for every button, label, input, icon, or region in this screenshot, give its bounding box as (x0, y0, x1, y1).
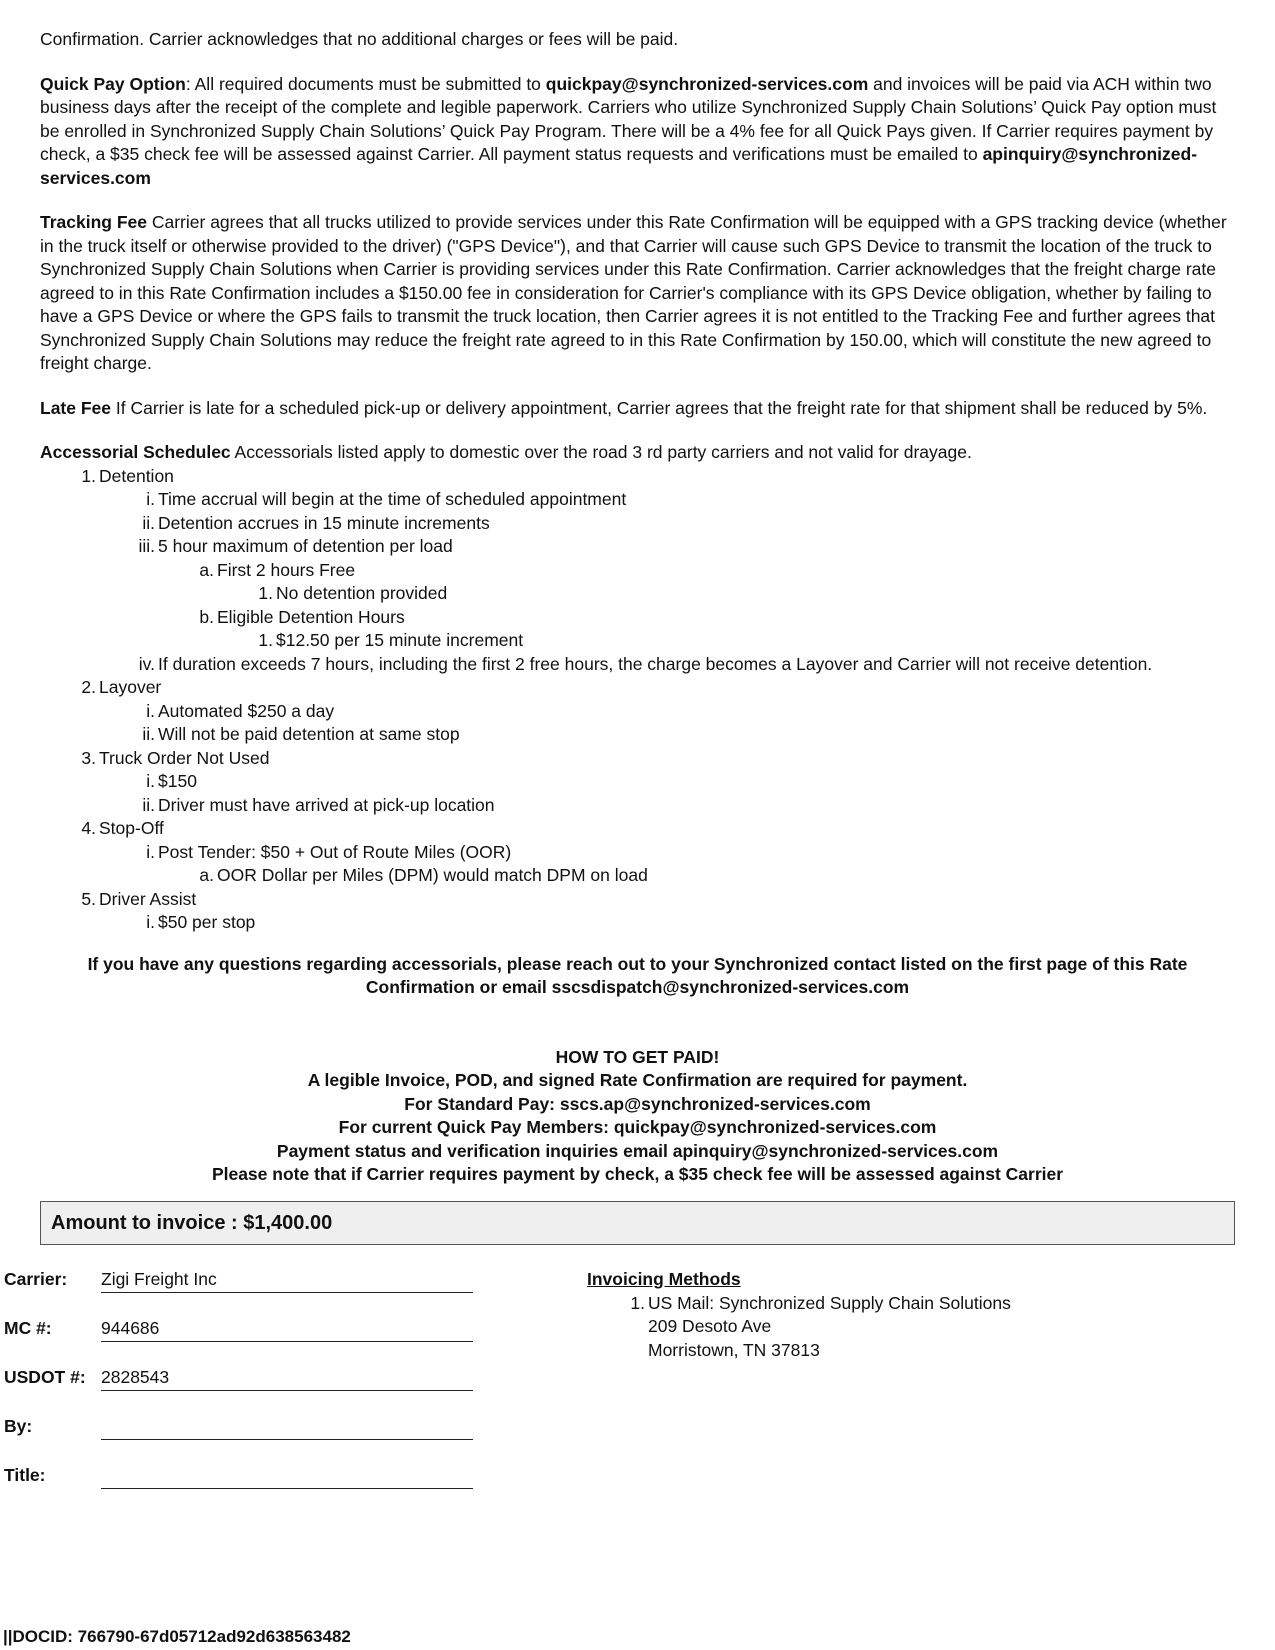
title-label: Title: (4, 1465, 46, 1485)
questions-notice: If you have any questions regarding accessorials, please reach out to your Synchronized contact listed on the first page of this Rate Confirmation or email sscsdispatch@synchronized-services.com (87, 953, 1188, 997)
mc-field (4, 1317, 484, 1366)
list-item: iii. 5 hour maximum of detention per load a. First 2 hours Free 1. No detention provided b. Eligible Detention Hours 1. $12.50 per 15 minute increment (139, 535, 1235, 653)
list-item: i. Time accrual will begin at the time of scheduled appointment (146, 489, 627, 509)
tracking-fee-paragraph: Tracking Fee Carrier agrees that all trucks utilized to provide services under this Rate Confirmation will be equipped with a GPS tracking device (whether in the truck itself or otherwise provided to the driver) ("GPS Device"), and that Carrier will cause such GPS Device to transmit the location of the truck to Synchronized Supply Chain Solutions when Carrier is providing services under this Rate Confirmation. Carrier acknowledges that the freight charge rate agreed to in this Rate Confirmation includes a $150.00 fee in consideration for Carrier's compliance with its GPS Device obligation, whether by failing to have a GPS Device or where the GPS fails to transmit the truck location, then Carrier agrees it is not entitled to the Tracking Fee and further agrees that Synchronized Supply Chain Solutions may reduce the freight rate agreed to in this Rate Confirmation by 150.00, which will constitute the new agreed to freight charge. (40, 212, 1227, 373)
quick-pay-members-email: For current Quick Pay Members: quickpay@synchronized-services.com (338, 1117, 937, 1137)
by-field (4, 1415, 484, 1464)
how-to-get-paid (40, 1046, 1235, 1187)
carrier-signature-block (4, 1268, 484, 1513)
list-item: iv. If duration exceeds 7 hours, including the first 2 free hours, the charge becomes a Layover and Carrier will not receive detention. (138, 653, 1153, 674)
apinquiry-email: apinquiry@synchronized-services.com (40, 144, 1198, 188)
list-item: a. OOR Dollar per Miles (DPM) would match DPM on load (199, 865, 648, 885)
carrier-value: Zigi Freight Inc (101, 1268, 473, 1293)
document-page (40, 28, 1235, 1245)
list-item: a. First 2 hours Free 1. No detention provided (198, 559, 1235, 606)
list-item: 1. No detention provided (258, 583, 448, 603)
list-item: i. Post Tender: $50 + Out of Route Miles (OOR) a. OOR Dollar per Miles (DPM) would match DPM on load (139, 841, 1235, 888)
list-item-layover: 2. Layover i. Automated $250 a day ii. Will not be paid detention at same stop (80, 676, 1235, 747)
accessorial-label: Accessorial Schedulec (40, 442, 231, 462)
late-fee-label: Late Fee (40, 397, 111, 418)
usdot-field (4, 1366, 484, 1415)
carrier-label: Carrier: (4, 1269, 68, 1289)
mc-label: MC #: (4, 1318, 52, 1338)
tracking-fee-label: Tracking Fee (40, 212, 147, 232)
carrier-field (4, 1268, 484, 1317)
list-item: i. Automated $250 a day (146, 700, 335, 721)
payment-status-email: Payment status and verification inquiries email apinquiry@synchronized-services.com (276, 1140, 999, 1161)
list-item: i. $150 (146, 771, 197, 791)
accessorial-list (80, 465, 1235, 935)
how-to-get-paid-title: HOW TO GET PAID! (555, 1046, 720, 1067)
invoicing-method-us-mail: 1. US Mail: Synchronized Supply Chain Solutions 209 Desoto Ave Morristown, TN 37813 (630, 1292, 1011, 1360)
title-signature-line (101, 1464, 473, 1489)
list-item-driver-assist: 5. Driver Assist i. $50 per stop (80, 888, 1235, 935)
accessorial-heading: Accessorial Schedulec Accessorials listed apply to domestic over the road 3 rd party carriers and not valid for drayage. (40, 442, 972, 462)
amount-to-invoice: Amount to invoice : $1,400.00 (40, 1201, 1235, 1245)
list-item: 1. $12.50 per 15 minute increment (258, 630, 524, 650)
invoicing-methods-heading: Invoicing Methods (587, 1269, 741, 1289)
payment-requirements: A legible Invoice, POD, and signed Rate Confirmation are required for payment. (307, 1070, 968, 1090)
quickpay-email: quickpay@synchronized-services.com (545, 73, 869, 94)
list-item-stop-off: 4. Stop-Off i. Post Tender: $50 + Out of Route Miles (OOR) a. OOR Dollar per Miles (DPM) would match DPM on load (80, 817, 1235, 888)
list-item: b. Eligible Detention Hours 1. $12.50 per 15 minute increment (198, 606, 1235, 653)
quick-pay-label: Quick Pay Option (40, 73, 186, 94)
title-field (4, 1464, 484, 1513)
intro-text: Confirmation. Carrier acknowledges that no additional charges or fees will be paid. (40, 29, 679, 49)
list-item: i. $50 per stop (146, 912, 256, 932)
list-item-truck-order: 3. Truck Order Not Used i. $150 ii. Driver must have arrived at pick-up location (80, 747, 1235, 818)
quick-pay-paragraph: Quick Pay Option: All required documents must be submitted to quickpay@synchronized-services.com and invoices will be paid via ACH within two business days after the receipt of the complete and legible paperwork. Carriers who utilize Synchronized Supply Chain Solutions’ Quick Pay option must be enrolled in Synchronized Supply Chain Solutions’ Quick Pay Program. There will be a 4% fee for all Quick Pays given. If Carrier requires payment by check, a $35 check fee will be assessed against Carrier. All payment status requests and verifications must be emailed to apinquiry@synchronized-services.com (40, 73, 1217, 188)
list-item: ii. Will not be paid detention at same stop (142, 724, 460, 744)
standard-pay-email: For Standard Pay: sscs.ap@synchronized-services.com (404, 1093, 871, 1114)
usdot-value: 2828543 (101, 1366, 473, 1391)
check-fee-note: Please note that if Carrier requires payment by check, a $35 check fee will be assessed against Carrier (211, 1164, 1064, 1184)
list-item: ii. Detention accrues in 15 minute increments (142, 512, 490, 533)
list-item: ii. Driver must have arrived at pick-up location (142, 794, 495, 815)
by-signature-line (101, 1415, 473, 1440)
document-id: ||DOCID: 766790-67d05712ad92d638563482 (3, 1627, 351, 1646)
by-label: By: (4, 1416, 33, 1436)
late-fee-paragraph: Late Fee If Carrier is late for a scheduled pick-up or delivery appointment, Carrier agrees that the freight rate for that shipment shall be reduced by 5%. (40, 397, 1208, 418)
list-item-detention: 1. Detention i. Time accrual will begin at the time of scheduled appointment ii. Detention accrues in 15 minute increments iii. 5 hour maximum of detention per load a. First 2 hours Free 1. No detention provided b. Eligible Detention Hours 1. $12.50 per 15 minute increment iv. If duration exceeds 7 hours, including the first 2 free hours, the charge becomes a Layover and Carrier will not receive detention. (80, 465, 1235, 677)
usdot-label: USDOT #: (4, 1367, 86, 1387)
mc-value: 944686 (101, 1317, 473, 1342)
invoicing-methods (587, 1268, 1147, 1362)
